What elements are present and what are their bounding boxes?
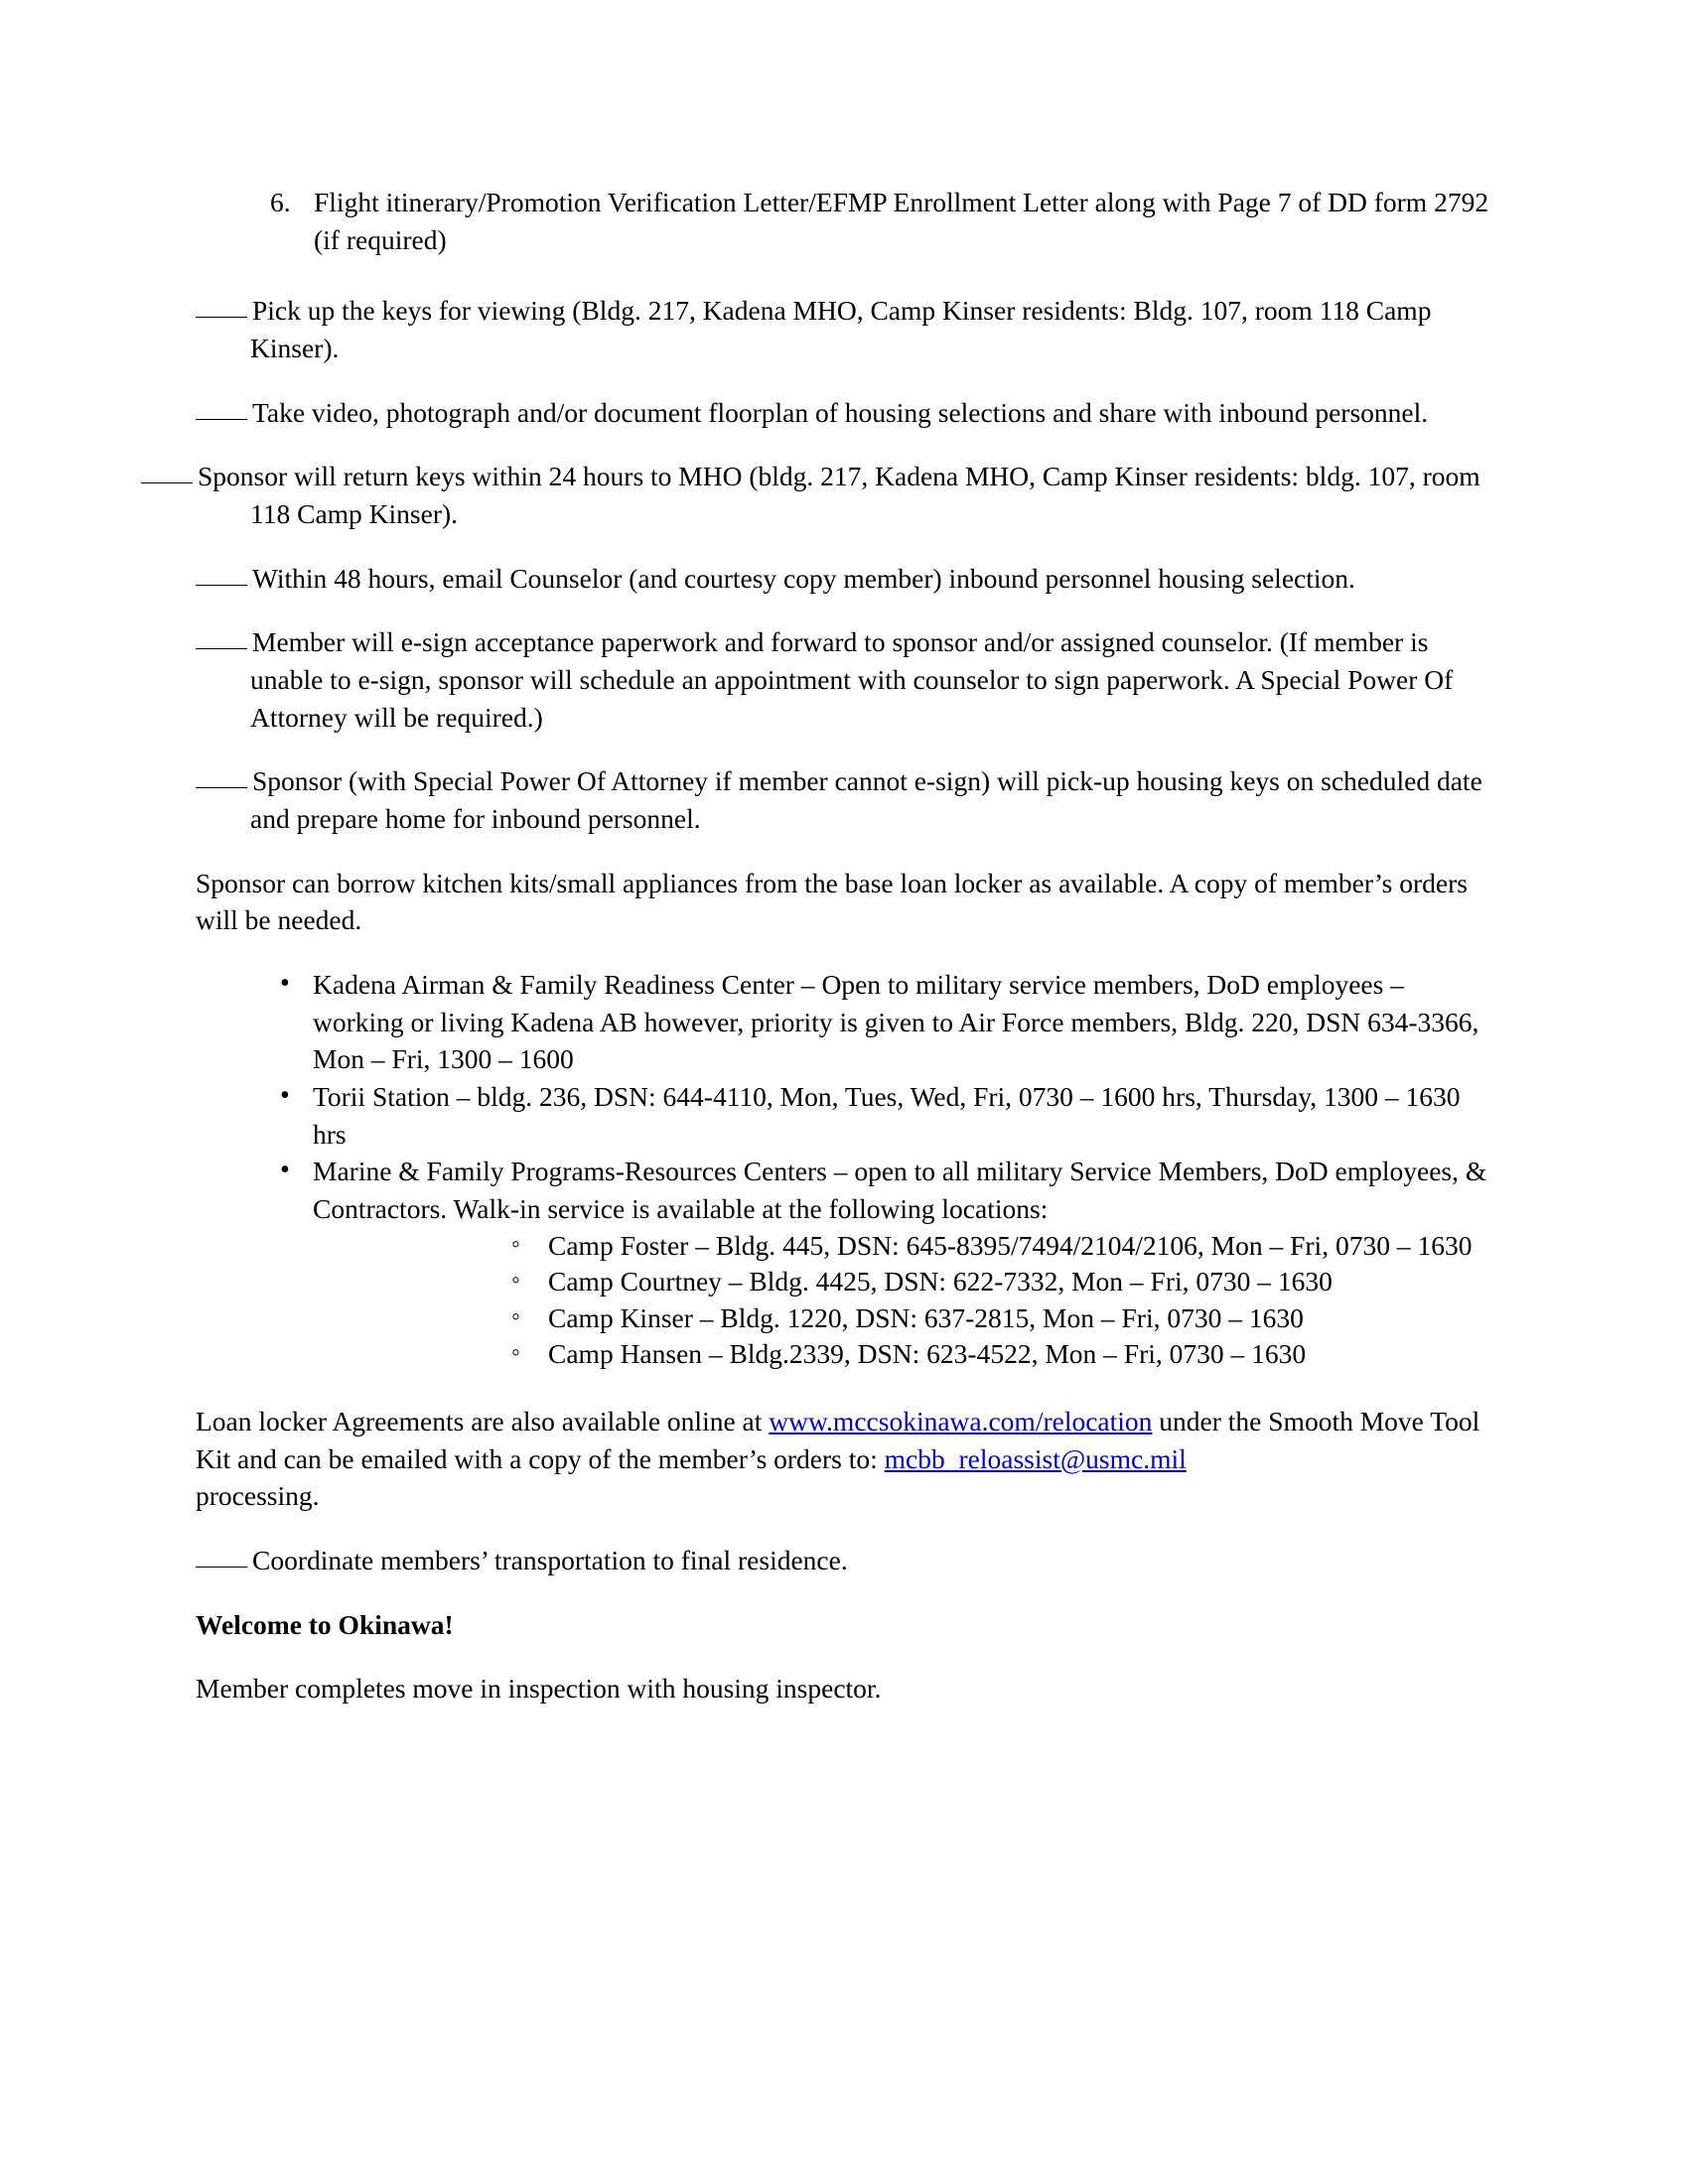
numbered-list-item-6 (196, 184, 1489, 258)
list-item (313, 1264, 1489, 1300)
checkbox-blank-line (141, 482, 193, 483)
list-item (196, 966, 1489, 1078)
sub-bullet-text: Camp Courtney – Bldg. 4425, DSN: 622-7332, Mon – Fri, 0730 – 1630 (548, 1266, 1333, 1297)
list-item (196, 1078, 1489, 1153)
checklist-item-1 (196, 292, 1489, 366)
checklist-item-3 (196, 458, 1489, 532)
list-item (313, 1228, 1489, 1265)
bullet-text: Torii Station – bldg. 236, DSN: 644-4110, Mon, Tues, Wed, Fri, 0730 – 1600 hrs, Thursday, 1300 – 1630 hrs (313, 1081, 1461, 1150)
closing-paragraph: Member completes move in inspection with housing inspector. (196, 1673, 882, 1705)
list-item-text: Flight itinerary/Promotion Verification Letter/EFMP Enrollment Letter along with Page 7 of DD form 2792 (if required) (314, 187, 1489, 255)
checklist-item-5 (196, 623, 1489, 736)
bullet-text: Marine & Family Programs-Resources Centers – open to all military Service Members, DoD employees, & Contractors. Walk-in service is available at the following locations: (313, 1156, 1487, 1225)
bullet-text: Kadena Airman & Family Readiness Center – Open to military service members, DoD employees – working or living Kadena AB however, priority is given to Air Force members, Bldg. 220, DSN 634-3366, Mon – Fri, 1300 – 1600 (313, 969, 1479, 1075)
checkbox-blank-line (196, 648, 247, 649)
document-body (196, 184, 1489, 1707)
spacer (196, 1373, 1489, 1403)
checklist-item-text: Sponsor (with Special Power Of Attorney if member cannot e-sign) will pick-up housing keys on scheduled date and prepare home for inbound personnel. (250, 765, 1482, 835)
checklist-item-text: Coordinate members’ transportation to final residence. (252, 1545, 848, 1576)
checklist-item-text: Member will e-sign acceptance paperwork and forward to sponsor and/or assigned counselor. (If member is unable to e-sign, sponsor will schedule an appointment with counselor to sign paperwork. A Special Power Of Attorney will be required.) (250, 626, 1454, 733)
mccsokinawa-relocation-link[interactable]: www.mccsokinawa.com/relocation (769, 1406, 1153, 1437)
camp-location-list (313, 1228, 1489, 1373)
agreements-text-part2: under the Smooth Move Tool Kit and can be emailed with a copy of the member’s orders to: (196, 1406, 1480, 1474)
agreements-text-part1: Loan locker Agreements are also available online at (196, 1406, 770, 1437)
checkbox-blank-line (196, 1567, 247, 1568)
list-item (313, 1300, 1489, 1337)
checklist-item-text: Take video, photograph and/or document floorplan of housing selections and share with inbound personnel. (252, 396, 1429, 428)
sub-bullet-text: Camp Hansen – Bldg.2339, DSN: 623-4522, Mon – Fri, 0730 – 1630 (548, 1338, 1307, 1370)
checkbox-blank-line (196, 787, 247, 788)
list-item (196, 1153, 1489, 1373)
welcome-heading: Welcome to Okinawa! (196, 1608, 454, 1640)
list-number: 6. (270, 187, 291, 217)
reloassist-email-link[interactable]: mcbb_reloassist@usmc.mil (884, 1442, 1187, 1474)
checkbox-blank-line (196, 317, 247, 318)
sub-bullet-text: Camp Kinser – Bldg. 1220, DSN: 637-2815, Mon – Fri, 0730 – 1630 (548, 1301, 1304, 1333)
resource-center-list (196, 966, 1489, 1373)
checklist-item-text: Sponsor will return keys within 24 hours to MHO (bldg. 217, Kadena MHO, Camp Kinser residents: bldg. 107, room 118 Camp Kinser). (198, 461, 1480, 530)
checklist-item-text: Within 48 hours, email Counselor (and courtesy copy member) inbound personnel housing selection. (252, 562, 1355, 594)
list-item (313, 1336, 1489, 1373)
checklist-item-text: Pick up the keys for viewing (Bldg. 217, Kadena MHO, Camp Kinser residents: Bldg. 107, room 118 Camp Kinser). (250, 295, 1432, 364)
loan-locker-intro: Sponsor can borrow kitchen kits/small appliances from the base loan locker as available. A copy of member’s orders will be needed. (196, 867, 1468, 936)
checkbox-blank-line (196, 419, 247, 420)
checklist-item-7 (196, 1542, 1489, 1579)
checklist-item-6 (196, 762, 1489, 837)
agreements-paragraph (196, 1403, 1489, 1515)
checklist-item-2 (196, 394, 1489, 432)
checkbox-blank-line (196, 585, 247, 586)
agreements-text-part3: processing. (196, 1480, 320, 1512)
sub-bullet-text: Camp Foster – Bldg. 445, DSN: 645-8395/7494/2104/2106, Mon – Fri, 0730 – 1630 (548, 1229, 1473, 1261)
checklist-item-4 (196, 560, 1489, 598)
